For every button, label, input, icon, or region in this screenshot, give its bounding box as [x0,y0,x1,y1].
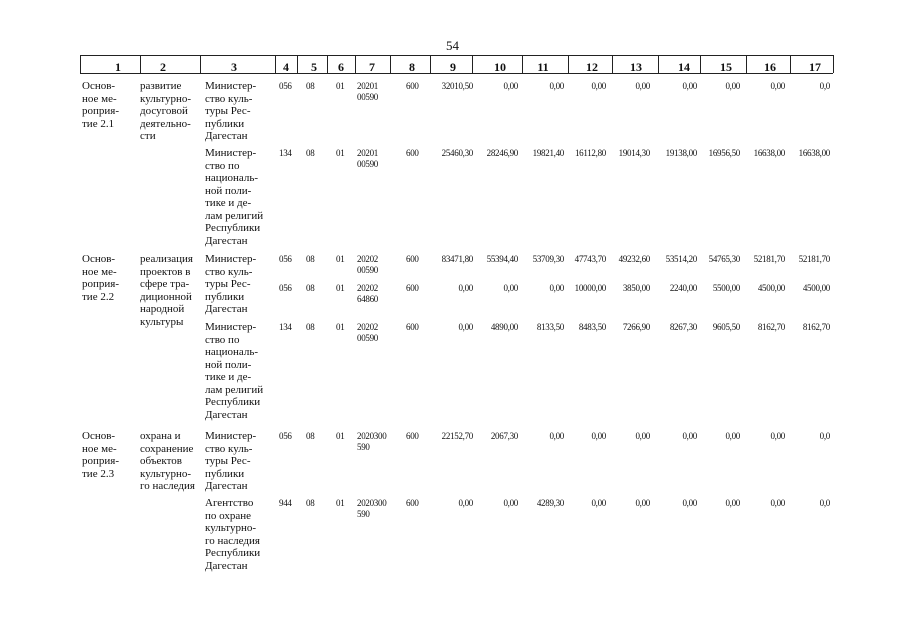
executor-cell: Министер- ство по националь- ной поли- тике и де- лам религий Республики Дагестан [205,321,264,421]
value-cell-col-12: 10000,00 [574,283,606,293]
value-cell-col-13: 0,00 [635,431,650,441]
value-cell-col-12: 16112,80 [574,148,606,158]
header-separator [297,55,298,73]
value-cell-col-5: 08 [306,283,315,293]
value-cell-col-9: 0,00 [458,283,473,293]
header-separator [140,55,141,73]
executor-cell: Министер- ство куль- туры Рес- публики Дагестан [205,253,257,315]
value-cell-col-4: 056 [279,431,292,441]
header-top-line [80,55,833,56]
value-cell-col-7: 2020300 590 [357,498,387,519]
column-header-8: 8 [409,60,415,74]
header-separator [80,55,81,73]
value-cell-col-11: 8133,50 [536,322,564,332]
value-cell-col-12: 47743,70 [574,254,606,264]
column-header-9: 9 [450,60,456,74]
value-cell-col-15: 0,00 [725,431,740,441]
value-cell-col-13: 0,00 [635,81,650,91]
column-header-14: 14 [678,60,690,74]
column-header-11: 11 [537,60,549,74]
value-cell-col-8: 600 [406,148,419,158]
value-cell-col-12: 0,00 [591,431,606,441]
value-cell-col-11: 0,00 [549,81,564,91]
value-cell-col-9: 83471,80 [441,254,473,264]
value-cell-col-10: 55394,40 [486,254,518,264]
value-cell-col-17: 52181,70 [798,254,830,264]
executor-cell: Министер- ство по националь- ной поли- тике и де- лам религий Республики Дагестан [205,147,264,247]
value-cell-col-13: 49232,60 [618,254,650,264]
column-header-1: 1 [115,60,121,74]
column-header-4: 4 [283,60,289,74]
executor-cell: Агентство по охране культурно- го наследия Республики Дагестан [205,497,261,572]
value-cell-col-4: 056 [279,283,292,293]
value-cell-col-6: 01 [336,498,345,508]
value-cell-col-17: 0,0 [819,498,830,508]
value-cell-col-10: 28246,90 [486,148,518,158]
value-cell-col-11: 53709,30 [532,254,564,264]
column-header-15: 15 [720,60,732,74]
value-cell-col-13: 7266,90 [622,322,650,332]
header-separator [658,55,659,73]
event-cell: Основ- ное ме- роприя- тие 2.2 [82,253,119,303]
value-cell-col-7: 2020300 590 [357,431,387,452]
event-cell: Основ- ное ме- роприя- тие 2.1 [82,80,119,130]
header-separator [390,55,391,73]
value-cell-col-17: 16638,00 [798,148,830,158]
value-cell-col-11: 0,00 [549,431,564,441]
value-cell-col-7: 20201 00590 [357,81,379,102]
value-cell-col-16: 16638,00 [753,148,785,158]
value-cell-col-15: 16956,50 [708,148,740,158]
value-cell-col-16: 8162,70 [757,322,785,332]
value-cell-col-12: 0,00 [591,81,606,91]
value-cell-col-6: 01 [336,81,345,91]
value-cell-col-13: 0,00 [635,498,650,508]
event-description-cell: реализация проектов в сфере тра- диционной народной культуры [140,253,193,328]
value-cell-col-11: 4289,30 [536,498,564,508]
value-cell-col-14: 2240,00 [669,283,697,293]
value-cell-col-5: 08 [306,431,315,441]
value-cell-col-9: 25460,30 [441,148,473,158]
column-header-6: 6 [338,60,344,74]
value-cell-col-8: 600 [406,254,419,264]
column-header-12: 12 [586,60,598,74]
value-cell-col-10: 4890,00 [490,322,518,332]
value-cell-col-10: 0,00 [503,81,518,91]
column-header-5: 5 [311,60,317,74]
value-cell-col-4: 056 [279,81,292,91]
value-cell-col-4: 134 [279,322,292,332]
value-cell-col-7: 20202 64860 [357,283,379,304]
column-header-13: 13 [630,60,642,74]
executor-cell: Министер- ство куль- туры Рес- публики Дагестан [205,430,257,492]
header-separator [746,55,747,73]
header-separator [200,55,201,73]
column-header-7: 7 [369,60,375,74]
value-cell-col-9: 22152,70 [441,431,473,441]
value-cell-col-5: 08 [306,322,315,332]
value-cell-col-14: 0,00 [682,81,697,91]
column-header-3: 3 [231,60,237,74]
event-description-cell: охрана и сохранение объектов культурно- го наследия [140,430,195,492]
value-cell-col-8: 600 [406,431,419,441]
column-header-2: 2 [160,60,166,74]
value-cell-col-14: 8267,30 [669,322,697,332]
value-cell-col-14: 53514,20 [665,254,697,264]
value-cell-col-17: 8162,70 [802,322,830,332]
value-cell-col-6: 01 [336,254,345,264]
value-cell-col-5: 08 [306,81,315,91]
header-separator [430,55,431,73]
column-header-10: 10 [494,60,506,74]
value-cell-col-8: 600 [406,498,419,508]
value-cell-col-12: 8483,50 [578,322,606,332]
value-cell-col-16: 4500,00 [757,283,785,293]
value-cell-col-16: 0,00 [770,498,785,508]
value-cell-col-4: 056 [279,254,292,264]
value-cell-col-14: 0,00 [682,498,697,508]
value-cell-col-11: 19821,40 [532,148,564,158]
value-cell-col-8: 600 [406,283,419,293]
value-cell-col-7: 20201 00590 [357,148,379,169]
value-cell-col-15: 0,00 [725,498,740,508]
value-cell-col-7: 20202 00590 [357,322,379,343]
executor-cell: Министер- ство куль- туры Рес- публики Дагестан [205,80,257,142]
value-cell-col-16: 0,00 [770,431,785,441]
value-cell-col-17: 4500,00 [802,283,830,293]
value-cell-col-9: 0,00 [458,322,473,332]
header-separator [522,55,523,73]
value-cell-col-17: 0,0 [819,81,830,91]
value-cell-col-8: 600 [406,322,419,332]
event-description-cell: развитие культурно- досуговой деятельно- сти [140,80,192,142]
value-cell-col-15: 0,00 [725,81,740,91]
header-separator [472,55,473,73]
value-cell-col-12: 0,00 [591,498,606,508]
value-cell-col-7: 20202 00590 [357,254,379,275]
value-cell-col-4: 944 [279,498,292,508]
value-cell-col-10: 0,00 [503,498,518,508]
column-header-16: 16 [764,60,776,74]
header-separator [700,55,701,73]
header-separator [568,55,569,73]
value-cell-col-6: 01 [336,431,345,441]
value-cell-col-15: 9605,50 [712,322,740,332]
header-separator [355,55,356,73]
value-cell-col-6: 01 [336,283,345,293]
value-cell-col-16: 52181,70 [753,254,785,264]
value-cell-col-16: 0,00 [770,81,785,91]
value-cell-col-5: 08 [306,148,315,158]
value-cell-col-8: 600 [406,81,419,91]
event-cell: Основ- ное ме- роприя- тие 2.3 [82,430,119,480]
header-separator [327,55,328,73]
header-separator [275,55,276,73]
page-number: 54 [446,38,459,53]
value-cell-col-9: 0,00 [458,498,473,508]
value-cell-col-5: 08 [306,498,315,508]
value-cell-col-14: 19138,00 [665,148,697,158]
value-cell-col-13: 19014,30 [618,148,650,158]
header-separator [612,55,613,73]
value-cell-col-13: 3850,00 [622,283,650,293]
value-cell-col-15: 5500,00 [712,283,740,293]
value-cell-col-11: 0,00 [549,283,564,293]
header-separator [790,55,791,73]
value-cell-col-10: 2067,30 [490,431,518,441]
value-cell-col-6: 01 [336,322,345,332]
value-cell-col-10: 0,00 [503,283,518,293]
value-cell-col-14: 0,00 [682,431,697,441]
column-header-17: 17 [809,60,821,74]
value-cell-col-15: 54765,30 [708,254,740,264]
value-cell-col-9: 32010,50 [441,81,473,91]
header-separator [833,55,834,73]
value-cell-col-17: 0,0 [819,431,830,441]
value-cell-col-6: 01 [336,148,345,158]
value-cell-col-4: 134 [279,148,292,158]
value-cell-col-5: 08 [306,254,315,264]
